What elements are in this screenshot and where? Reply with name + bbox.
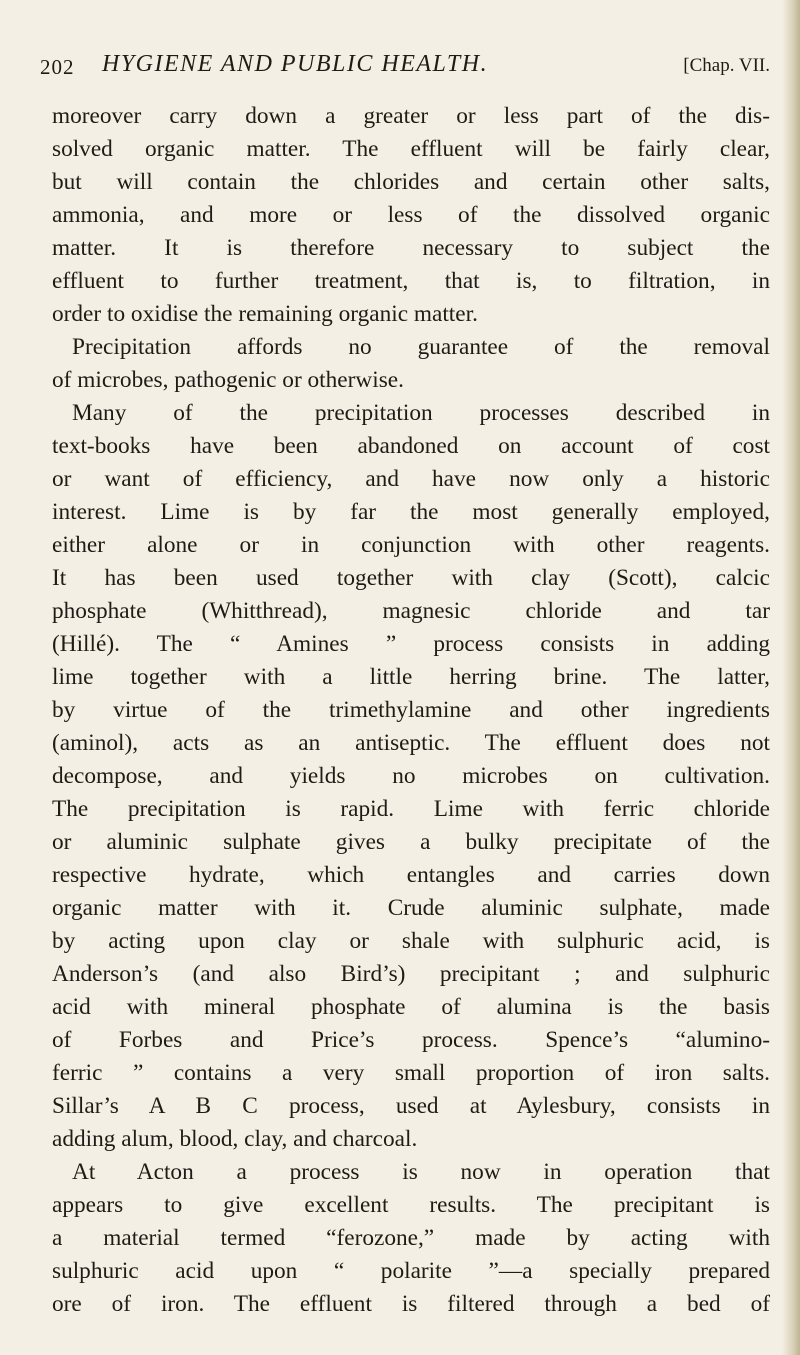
text-line: The precipitation is rapid. Lime with ferric chloride bbox=[52, 796, 770, 822]
text-line: (aminol), acts as an antiseptic. The effluent does not bbox=[52, 730, 770, 756]
text-line: matter. It is therefore necessary to subject the bbox=[52, 235, 770, 261]
text-line: either alone or in conjunction with other reagents. bbox=[52, 532, 770, 558]
text-line: Sillar’s A B C process, used at Aylesbury, consists in bbox=[52, 1093, 770, 1119]
text-line: effluent to further treatment, that is, to filtration, in bbox=[52, 268, 770, 294]
text-line: of Forbes and Price’s process. Spence’s “alumino- bbox=[52, 1027, 770, 1053]
page-edge-shadow bbox=[782, 0, 800, 1355]
text-line: adding alum, blood, clay, and charcoal. bbox=[52, 1126, 418, 1152]
text-line: or want of efficiency, and have now only a historic bbox=[52, 466, 770, 492]
text-line: It has been used together with clay (Scott), calcic bbox=[52, 565, 770, 591]
text-line: a material termed “ferozone,” made by acting with bbox=[52, 1225, 770, 1251]
text-line: but will contain the chlorides and certain other salts, bbox=[52, 169, 770, 195]
text-line: Many of the precipitation processes described in bbox=[72, 400, 770, 426]
text-line: Anderson’s (and also Bird’s) precipitant ; and sulphuric bbox=[52, 961, 770, 987]
text-line: solved organic matter. The effluent will be fairly clear, bbox=[52, 136, 770, 162]
text-line: by acting upon clay or shale with sulphuric acid, is bbox=[52, 928, 770, 954]
text-line: ferric ” contains a very small proportion of iron salts. bbox=[52, 1060, 770, 1086]
text-line: (Hillé). The “ Amines ” process consists in adding bbox=[52, 631, 770, 657]
chapter-label: [Chap. VII. bbox=[683, 55, 770, 76]
text-line: respective hydrate, which entangles and carries down bbox=[52, 862, 770, 888]
text-line: text-books have been abandoned on account of cost bbox=[52, 433, 770, 459]
text-line: sulphuric acid upon “ polarite ”—a specially prepared bbox=[52, 1258, 770, 1284]
page-number: 202 bbox=[40, 55, 75, 79]
running-title: HYGIENE AND PUBLIC HEALTH. bbox=[102, 51, 489, 77]
text-line: by virtue of the trimethylamine and other ingredients bbox=[52, 697, 770, 723]
running-header bbox=[40, 51, 770, 89]
text-line: decompose, and yields no microbes on cultivation. bbox=[52, 763, 770, 789]
text-line: At Acton a process is now in operation that bbox=[72, 1159, 770, 1185]
text-line: Precipitation affords no guarantee of the removal bbox=[72, 334, 770, 360]
text-line: lime together with a little herring brine. The latter, bbox=[52, 664, 770, 690]
text-line: interest. Lime is by far the most generally employed, bbox=[52, 499, 770, 525]
text-line: ammonia, and more or less of the dissolved organic bbox=[52, 202, 770, 228]
text-line: appears to give excellent results. The precipitant is bbox=[52, 1192, 770, 1218]
text-line: or aluminic sulphate gives a bulky precipitate of the bbox=[52, 829, 770, 855]
text-line: phosphate (Whitthread), magnesic chloride and tar bbox=[52, 598, 770, 624]
text-line: moreover carry down a greater or less part of the dis- bbox=[52, 103, 770, 129]
text-line: of microbes, pathogenic or otherwise. bbox=[52, 367, 404, 393]
text-line: acid with mineral phosphate of alumina is the basis bbox=[52, 994, 770, 1020]
text-line: organic matter with it. Crude aluminic sulphate, made bbox=[52, 895, 770, 921]
text-line: order to oxidise the remaining organic matter. bbox=[52, 301, 478, 327]
body-text bbox=[52, 100, 770, 1321]
text-line: ore of iron. The effluent is filtered through a bed of bbox=[52, 1291, 770, 1317]
